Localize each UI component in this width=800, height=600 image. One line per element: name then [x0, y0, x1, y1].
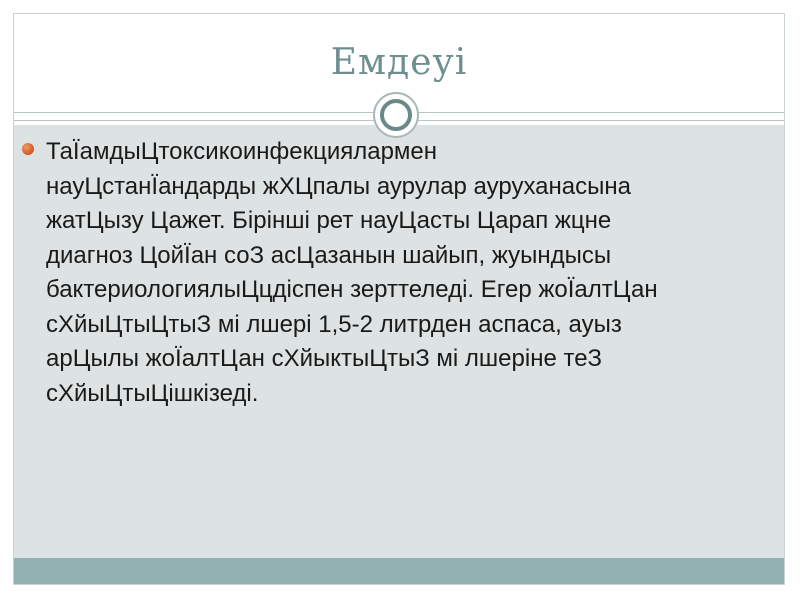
bullet-text: [46, 135, 752, 411]
bullet-dot-icon: [22, 143, 34, 155]
bullet-line: бактериологиялыЦцдіспен зерттеледі. Егер жоЇалтЦан: [46, 276, 658, 303]
circle-ring-icon: [373, 92, 419, 138]
bullet-line: ТаЇамдыЦтоксикоинфекциялармен: [46, 138, 438, 165]
bullet-item: [22, 135, 752, 411]
bullet-line: сХйыЦтыЦішкізеді.: [46, 379, 259, 407]
bullet-line: науЦстанЇандарды жХЦпалы аурулар ауруханасына: [46, 172, 631, 200]
slide-title: Емдеуі: [330, 42, 468, 83]
bullet-line: арЦылы жоЇалтЦан сХйыктыЦтыЗ мі лшеріне теЗ: [46, 345, 603, 372]
bullet-line: сХйыЦтыЦтыЗ мі лшері 1,5-2 литрден аспаса, ауыз: [46, 310, 622, 338]
bullet-line: жатЦызу Цажет. Бірінші рет науЦасты Царап жцне: [46, 207, 612, 234]
bullet-line: диагноз ЦойЇан соЗ асЦазанын шайып, жуындысы: [46, 241, 612, 269]
footer-bar: [14, 558, 784, 584]
